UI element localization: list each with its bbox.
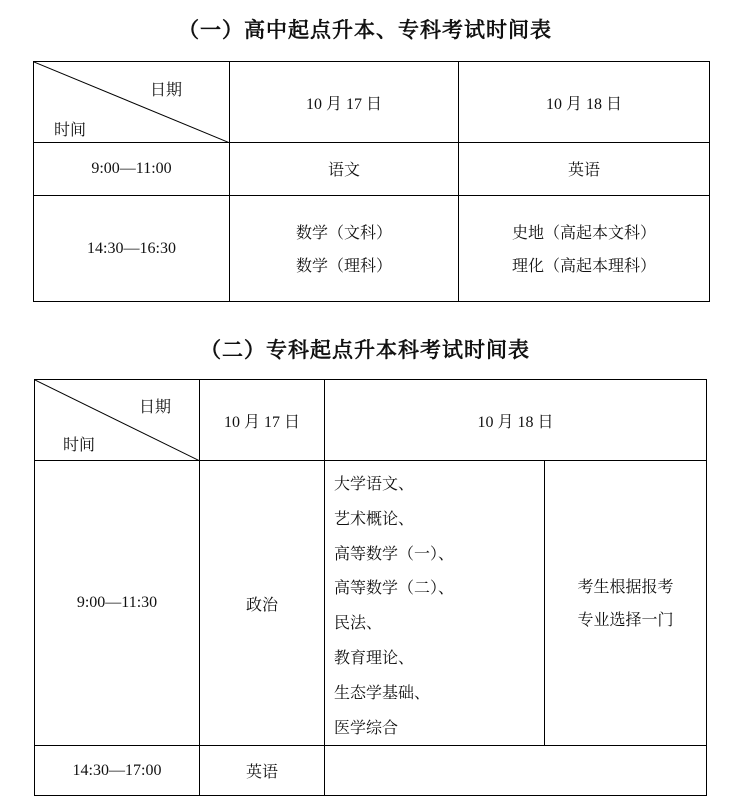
table1-title: （一）高中起点升本、专科考试时间表 — [178, 18, 552, 42]
subject-item: 大学语文、 — [334, 474, 415, 493]
subject-item: 高等数学（一）、 — [334, 543, 455, 563]
day2-header: 10 月 18 日 — [459, 62, 710, 143]
subject-line: 史地（高起本文科） — [511, 222, 656, 242]
time-cell: 14:30—17:00 — [35, 746, 200, 796]
day1-subject-cell: 政治 — [200, 461, 325, 746]
subject-item: 艺术概论、 — [334, 508, 415, 528]
time-header-label: 时间 — [63, 435, 96, 454]
header-diagonal-cell — [35, 380, 200, 461]
subject-item: 高等数学（二）、 — [334, 578, 455, 598]
day2-subject-cell — [459, 143, 710, 196]
subject-item: 教育理论、 — [334, 647, 415, 667]
day1-header: 10 月 17 日 — [200, 380, 325, 461]
subject-line: 英语 — [567, 159, 600, 179]
subject-item: 生态学基础、 — [334, 682, 431, 702]
time-cell: 9:00—11:00 — [34, 143, 230, 196]
day1-subject-cell — [230, 143, 459, 196]
day1-subject-cell: 英语 — [200, 746, 325, 796]
time-cell: 14:30—16:30 — [34, 196, 230, 302]
date-header-label: 日期 — [150, 80, 183, 99]
note-line: 专业选择一门 — [577, 610, 674, 630]
subject-line: 数学（文科） — [295, 222, 392, 242]
subject-line: 理化（高起本理科） — [511, 255, 656, 275]
subject-item: 医学综合 — [334, 717, 399, 737]
exam-schedule-table-2 — [34, 379, 707, 796]
exam-schedule-table-1 — [33, 61, 710, 302]
time-cell: 9:00—11:30 — [35, 461, 200, 746]
selection-note-cell — [545, 461, 707, 746]
day1-header: 10 月 17 日 — [230, 62, 459, 143]
day2-subject-cell — [459, 196, 710, 302]
day2-subject-list — [325, 461, 545, 746]
subject-item: 民法、 — [334, 613, 383, 633]
table2-title: （二）专科起点升本科考试时间表 — [200, 338, 530, 362]
subject-line: 语文 — [327, 159, 360, 179]
diagonal-line — [35, 380, 200, 461]
time-header-label: 时间 — [54, 120, 87, 139]
subject-line: 数学（理科） — [295, 255, 392, 275]
header-diagonal-cell — [34, 62, 230, 143]
day1-subject-cell — [230, 196, 459, 302]
date-header-label: 日期 — [139, 397, 172, 416]
day2-header: 10 月 18 日 — [325, 380, 707, 461]
day2-empty-cell — [325, 746, 707, 796]
note-line: 考生根据报考 — [577, 577, 674, 597]
